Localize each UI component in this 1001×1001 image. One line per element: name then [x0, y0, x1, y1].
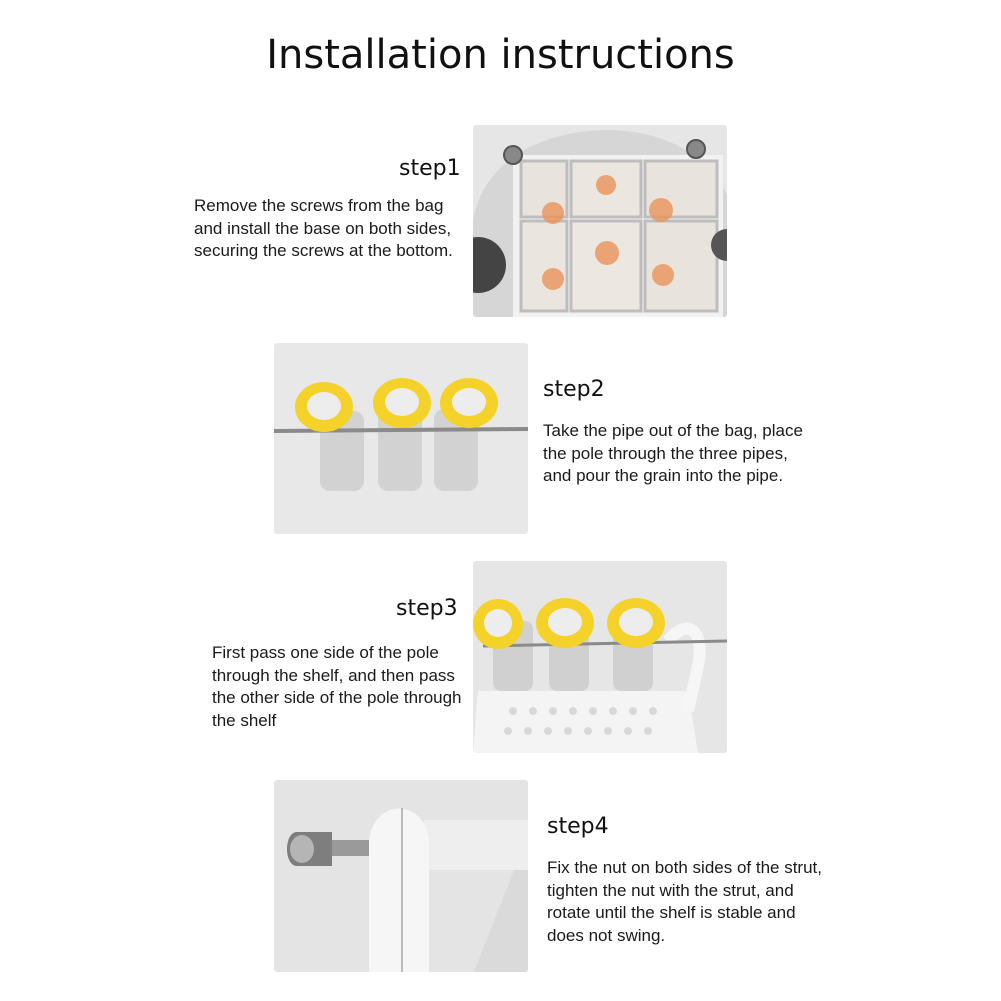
- step3-photo-shelf: [473, 561, 727, 753]
- step4-label: step4: [547, 814, 609, 839]
- step3-text: First pass one side of the pole through the shelf, and then pass the other side of the pole through the shelf: [212, 643, 462, 730]
- step1-label: step1: [399, 156, 461, 181]
- step4-text: Fix the nut on both sides of the strut, tighten the nut with the strut, and rotate until the shelf is stable and does not swing.: [547, 858, 822, 945]
- step4-photo-nut: [274, 780, 528, 972]
- step2-label: step2: [543, 377, 605, 402]
- step2-text: Take the pipe out of the bag, place the pole through the three pipes, and pour the grain into the pipe.: [543, 421, 803, 485]
- step1-text: Remove the screws from the bag and install the base on both sides, securing the screws at the bottom.: [194, 196, 453, 260]
- step2-photo-pipes: [274, 343, 528, 534]
- page-title: Installation instructions: [266, 32, 735, 78]
- step3-label: step3: [396, 596, 458, 621]
- step1-photo-base: [473, 125, 727, 317]
